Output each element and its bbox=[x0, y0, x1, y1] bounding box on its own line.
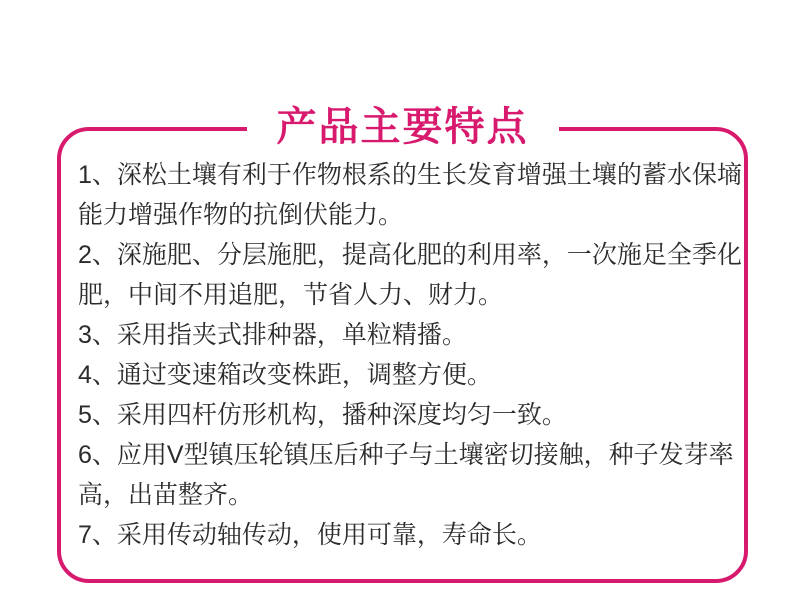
feature-item-6: 6、应用V型镇压轮镇压后种子与土壤密切接触，种子发芽率高，出苗整齐。 bbox=[78, 441, 734, 509]
feature-item-1: 1、深松土壤有利于作物根系的生长发育增强土壤的蓄水保墒能力增强作物的抗倒伏能力。 bbox=[78, 161, 742, 229]
features-panel bbox=[57, 104, 748, 583]
feature-item-4: 4、通过变速箱改变株距，调整方便。 bbox=[78, 361, 492, 389]
feature-item-2: 2、深施肥、分层施肥，提高化肥的利用率，一次施足全季化肥，中间不用追肥，节省人力、财力。 bbox=[78, 241, 742, 309]
feature-list bbox=[61, 131, 748, 555]
page-title: 产品主要特点 bbox=[247, 101, 559, 153]
feature-item-5: 5、采用四杆仿形机构，播种深度均匀一致。 bbox=[78, 401, 567, 429]
feature-item-3: 3、采用指夹式排种器，单粒精播。 bbox=[78, 321, 467, 349]
feature-item-7: 7、采用传动轴传动，使用可靠，寿命长。 bbox=[78, 521, 542, 549]
